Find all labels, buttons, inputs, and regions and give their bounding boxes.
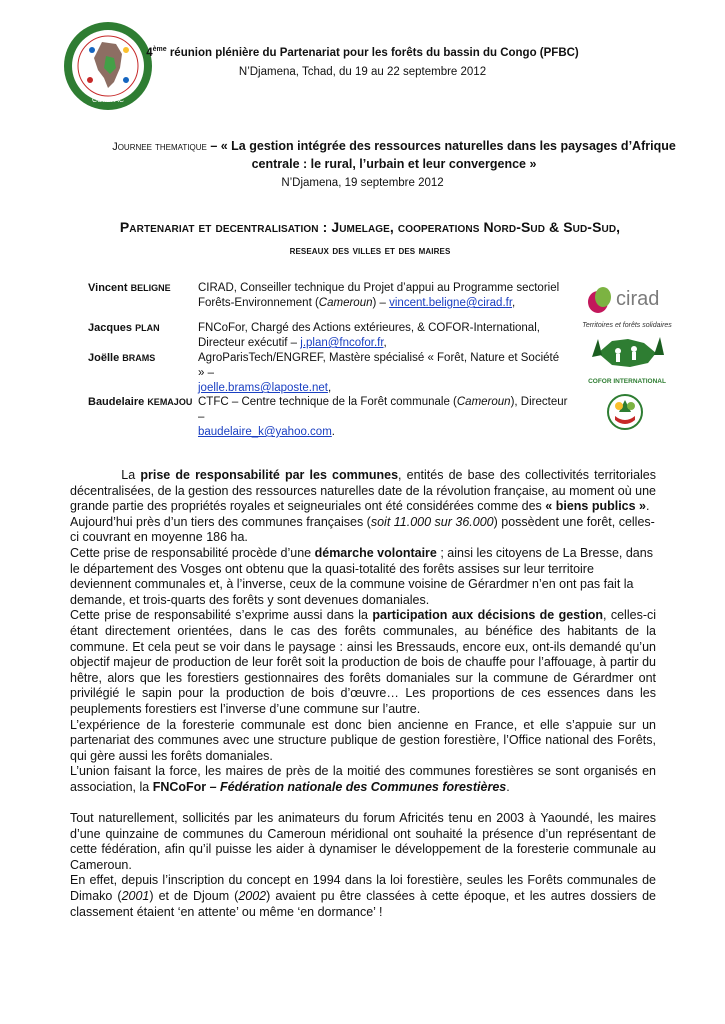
paragraph: Tout naturellement, sollicités par les animateurs du forum Africités tenu en 2003 à Yaoundé, les maires d’une quinzaine de communes du Cameroun méridional ont souhaité la présence d’un représentant de cette fédération, afin qu’il puisse les aider à dynamiser le développement de la foresterie communale au Cameroun. [70, 811, 656, 872]
author-affiliation: CTFC – Centre technique de la Forêt communale (Cameroun), Directeur – baudelaire_k@yahoo.com. [198, 396, 568, 438]
paper-title: Partenariat et decentralisation : Jumelage, cooperations Nord-Sud & Sud-Sud, reseaux des villes et des maires [119, 219, 621, 257]
author-name: Jacques PLAN [88, 322, 160, 334]
cirad-logo-text: cirad [616, 288, 660, 310]
email-link[interactable]: j.plan@fncofor.fr [300, 337, 384, 349]
header-location: N’Djamena, Tchad, du 19 au 22 septembre 2012 [238, 66, 487, 78]
body-text [70, 468, 656, 920]
cofor-map-icon [578, 329, 676, 373]
cofor-logo-name: COFOR INTERNATIONAL [588, 378, 666, 385]
paragraph: L’expérience de la foresterie communale est donc bien ancienne en France, et elle s’appuie sur un partenariat des communes avec une structure publique de gestion forestière, l’Office national des Forêts, qui gère aussi les forêts domaniales. [70, 717, 656, 763]
journee-title: Journee thematique – « La gestion intégrée des ressources naturelles dans les paysages d’Afrique centrale : le rural, l’urbain et leur convergence » [112, 139, 676, 171]
paragraph: En effet, depuis l’inscription du concept en 1994 dans la loi forestière, seules les Forêts communales de Dimako (2001) et de Djoum (2002) avaient pu être classées à cette époque, et les autres dossiers de classement étaient ‘en attente’ ou même ‘en dormance’ ! [70, 873, 656, 919]
email-link[interactable]: vincent.beligne@cirad.fr [389, 297, 513, 309]
ctfc-logo [607, 394, 643, 430]
paragraph: Cette prise de responsabilité procède d’une démarche volontaire ; ainsi les citoyens de La Bresse, dans le département des Vosges ont obtenu que la quasi-totalité des forêts assises sur leur territoire deviennent communales et, à l’inverse, ceux de la commune voisine de Gérardmer n’en ont pas fait la demande, et trois-quarts des forêts y sont devenues domaniales. [70, 545, 653, 607]
paragraph: La prise de responsabilité par les communes, entités de base des collectivités territoriales décentralisées, de la gestion des ressources naturelles date de la révolution française, au moment où une grande partie des propriétés royales et seigneuriales ont été considérées comme des « biens publics ». [70, 468, 656, 514]
author-affiliation: AgroParisTech/ENGREF, Mastère spécialisé « Forêt, Nature et Société » – joelle.brams@laposte.net, [198, 352, 560, 394]
author-name: Joëlle BRAMS [88, 352, 156, 364]
journee-date: N’Djamena, 19 septembre 2012 [281, 177, 444, 189]
comifac-logo-text: COMIFAC [92, 97, 124, 104]
author-name: Baudelaire KEMAJOU [88, 396, 193, 408]
header-meeting: 4ème réunion plénière du Partenariat pour les forêts du bassin du Congo (PFBC) [146, 46, 579, 59]
author-affiliation: CIRAD, Conseiller technique du Projet d’appui au Programme sectoriel Forêts-Environnement (Cameroun) – vincent.beligne@cirad.fr, [198, 282, 560, 309]
cofor-logo [578, 322, 676, 390]
cirad-logo [586, 285, 668, 317]
author-affiliation: FNCoFor, Chargé des Actions extérieures, & COFOR-International, Directeur exécutif – j.plan@fncofor.fr, [198, 322, 540, 349]
paragraph: Aujourd’hui près d’un tiers des communes françaises (soit 11.000 sur 36.000) possèdent une forêt, celles-ci couvrant en moyenne 186 ha. [70, 514, 655, 545]
paragraph: L’union faisant la force, les maires de près de la moitié des communes forestières se sont organisés en association, la FNCoFor – Fédération nationale des Communes forestières. [70, 764, 656, 794]
paragraph: Cette prise de responsabilité s’exprime aussi dans la participation aux décisions de gestion, celles-ci étant directement orientées, dans le cas des forêts communales, au bénéfice des habitants de la commune. Et cela peut se voir dans le paysage : ainsi les Bressauds, encore eux, ont-ils demandé qu’un objectif majeur de production de leur forêt soit la production de bois de chauffe pour l’affouage, à partir du hêtre, alors que les forestiers gestionnaires des forêts domaniales sur la commune de Gérardmer ont privilégié le sapin pour la production de bois d’œuvre… Les proportions de ces essences dans les peuplements forestiers est l’inverse d’une commune sur l’autre. [70, 608, 657, 716]
author-name: Vincent BELIGNE [88, 282, 171, 294]
cofor-logo-tagline: Territoires et forêts solidaires [582, 322, 672, 329]
email-link[interactable]: baudelaire_k@yahoo.com [198, 426, 332, 438]
email-link[interactable]: joelle.brams@laposte.net [198, 382, 328, 394]
cirad-leaf-icon [586, 285, 614, 315]
